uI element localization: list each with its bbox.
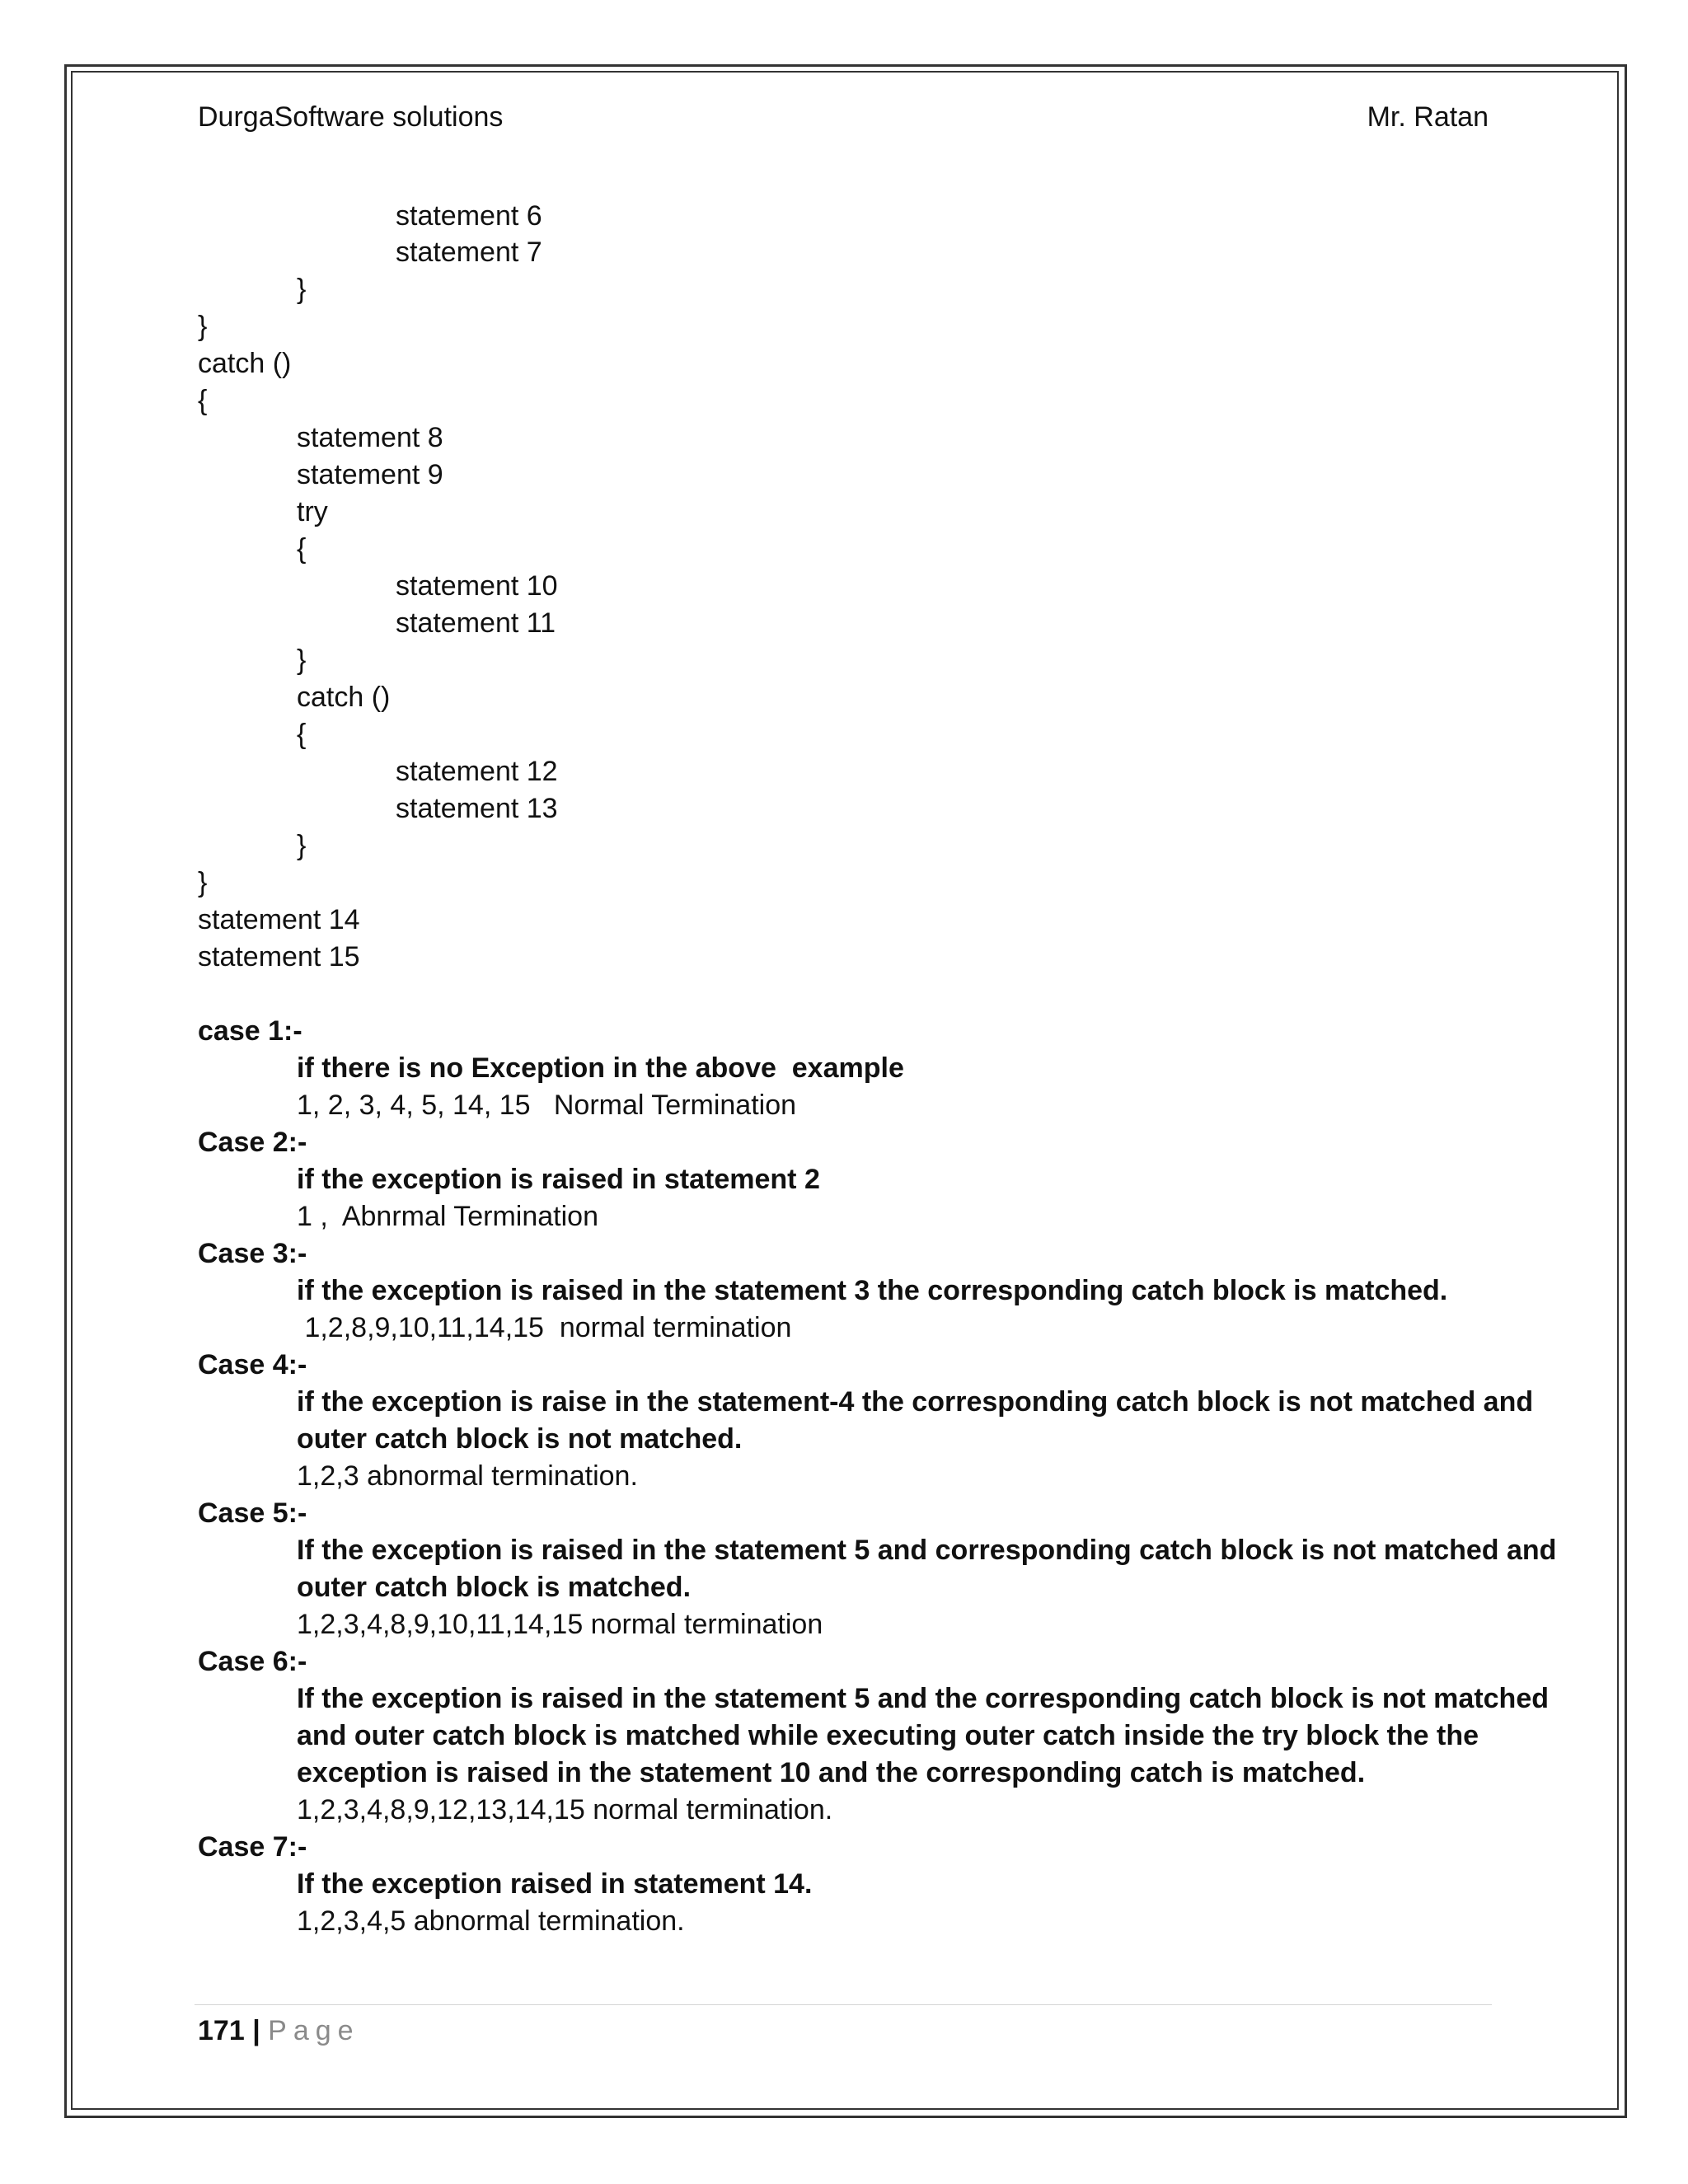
code-line: { xyxy=(297,533,307,565)
code-line: } xyxy=(297,830,307,861)
footer-separator: | xyxy=(252,2015,260,2046)
code-line: statement 8 xyxy=(297,422,443,453)
code-line: try xyxy=(297,496,328,527)
case-label: Case 4:- xyxy=(198,1349,307,1380)
footer-divider xyxy=(195,2004,1492,2005)
code-line: } xyxy=(198,867,208,898)
case-label: case 1:- xyxy=(198,1015,302,1047)
case-label: Case 7:- xyxy=(198,1831,307,1863)
page-word: Page xyxy=(268,2015,360,2046)
case-description: if the exception is raised in the statement 3 the corresponding catch block is matched. xyxy=(297,1275,1448,1306)
code-line: statement 14 xyxy=(198,904,360,935)
code-line: } xyxy=(198,311,208,342)
code-line: statement 12 xyxy=(396,756,558,787)
code-line: statement 10 xyxy=(396,570,558,602)
case-result: 1,2,3,4,5 abnormal termination. xyxy=(297,1905,685,1937)
code-line: statement 7 xyxy=(396,237,542,268)
case-result: 1 , Abnrmal Termination xyxy=(297,1201,598,1232)
code-line: statement 15 xyxy=(198,941,360,972)
code-line: { xyxy=(297,719,307,750)
case-label: Case 5:- xyxy=(198,1497,307,1529)
code-line: catch () xyxy=(198,348,292,379)
case-description: if there is no Exception in the above example xyxy=(297,1052,904,1084)
case-result: 1,2,3,4,8,9,10,11,14,15 normal termination xyxy=(297,1609,823,1640)
case-result: 1,2,8,9,10,11,14,15 normal termination xyxy=(297,1312,792,1343)
case-result: 1,2,3 abnormal termination. xyxy=(297,1460,638,1492)
code-line: catch () xyxy=(297,682,391,713)
case-result: 1,2,3,4,8,9,12,13,14,15 normal termination. xyxy=(297,1794,833,1825)
header-company: DurgaSoftware solutions xyxy=(198,101,504,133)
case-description: if the exception is raised in statement 2 xyxy=(297,1164,820,1195)
case-description: and outer catch block is matched while executing outer catch inside the try block the the xyxy=(297,1720,1479,1751)
case-label: Case 3:- xyxy=(198,1238,307,1269)
page-number: 171 xyxy=(198,2015,245,2046)
case-description: outer catch block is matched. xyxy=(297,1572,692,1603)
code-line: statement 9 xyxy=(297,459,443,490)
code-line: statement 13 xyxy=(396,793,558,824)
case-description: If the exception raised in statement 14. xyxy=(297,1868,813,1900)
case-description: exception is raised in the statement 10 and the corresponding catch is matched. xyxy=(297,1757,1366,1788)
code-line: { xyxy=(198,385,208,416)
case-label: Case 2:- xyxy=(198,1127,307,1158)
page-footer xyxy=(198,2013,360,2049)
header-author: Mr. Ratan xyxy=(1367,101,1489,133)
code-line: statement 6 xyxy=(396,200,542,232)
code-line: } xyxy=(297,274,307,305)
case-description: If the exception is raised in the statement 5 and the corresponding catch block is not matched xyxy=(297,1683,1549,1714)
code-line: } xyxy=(297,644,307,676)
code-line: statement 11 xyxy=(396,607,556,639)
case-description: If the exception is raised in the statement 5 and corresponding catch block is not matched and xyxy=(297,1535,1557,1566)
case-description: if the exception is raise in the statement-4 the corresponding catch block is not matched and xyxy=(297,1386,1534,1418)
page-header xyxy=(198,99,1489,135)
case-result: 1, 2, 3, 4, 5, 14, 15 Normal Termination xyxy=(297,1090,797,1121)
case-description: outer catch block is not matched. xyxy=(297,1423,743,1455)
case-label: Case 6:- xyxy=(198,1646,307,1677)
